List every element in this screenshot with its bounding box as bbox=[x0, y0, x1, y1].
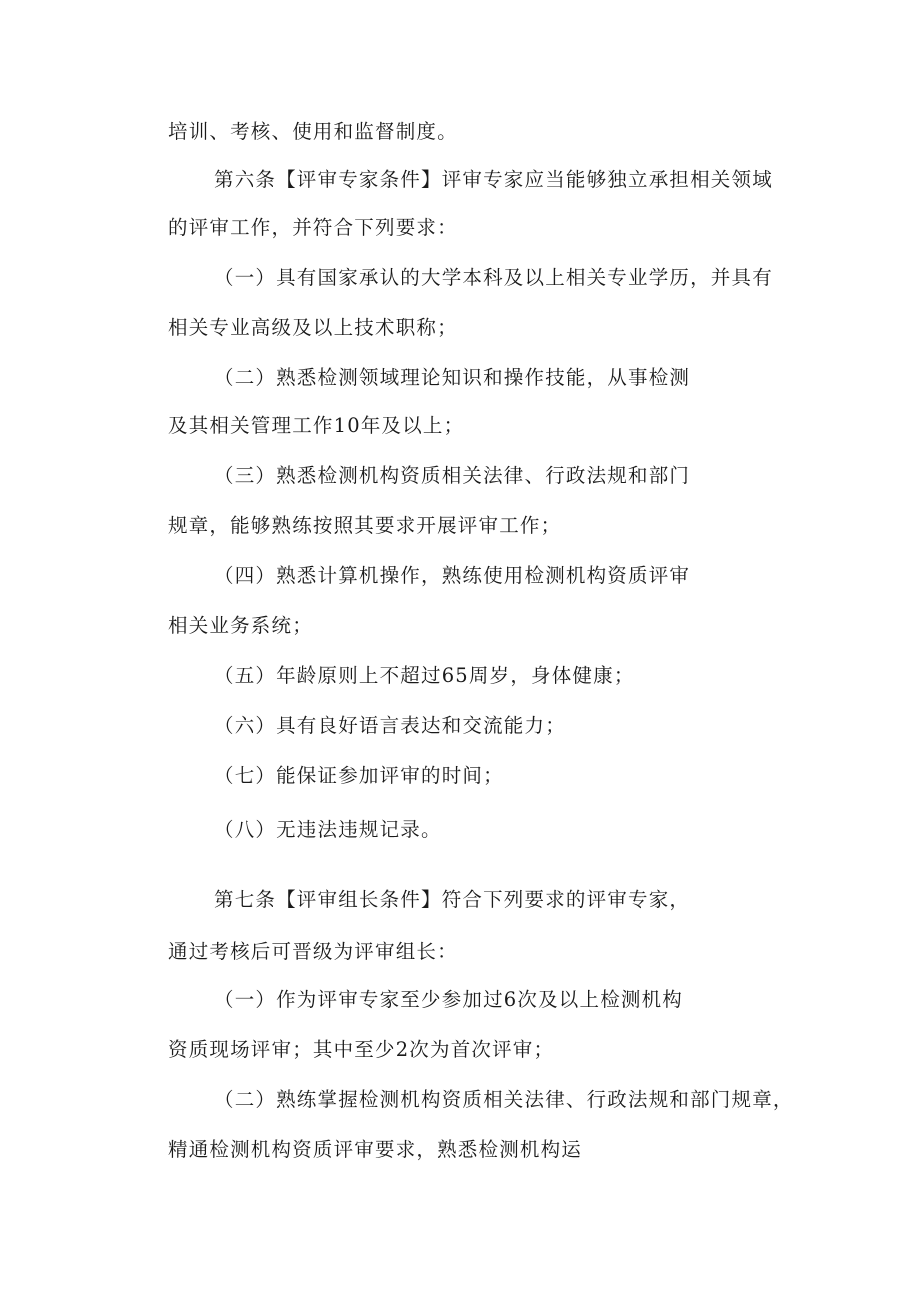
list-item-line: （六）具有良好语言表达和交流能力； bbox=[214, 714, 566, 737]
paragraph-line: 的评审工作，并符合下列要求： bbox=[168, 216, 458, 239]
paragraph-line: 培训、考核、使用和监督制度。 bbox=[168, 120, 458, 143]
list-item-line: （一）具有国家承认的大学本科及以上相关专业学历，并具有 bbox=[214, 266, 773, 289]
list-item-line: （四）熟悉计算机操作，熟练使用检测机构资质评审 bbox=[214, 564, 691, 587]
paragraph-line: 资质现场评审；其中至少2次为首次评审； bbox=[168, 1038, 555, 1061]
paragraph-line: 及其相关管理工作10年及以上； bbox=[168, 414, 465, 437]
list-item-line: （二）熟练掌握检测机构资质相关法律、行政法规和部门规章， bbox=[214, 1088, 794, 1111]
paragraph-line: 相关业务系统； bbox=[168, 614, 313, 637]
paragraph-line: 规章，能够熟练按照其要求开展评审工作； bbox=[168, 514, 562, 537]
list-item-line: （五）年龄原则上不超过65周岁，身体健康； bbox=[214, 664, 635, 687]
paragraph-line: 相关专业高级及以上技术职称； bbox=[168, 316, 458, 339]
article-7-heading-line: 第七条【评审组长条件】符合下列要求的评审专家， bbox=[214, 888, 691, 911]
article-6-heading-line: 第六条【评审专家条件】评审专家应当能够独立承担相关领域 bbox=[214, 168, 773, 191]
list-item-line: （三）熟悉检测机构资质相关法律、行政法规和部门 bbox=[214, 464, 691, 487]
list-item-line: （七）能保证参加评审的时间； bbox=[214, 764, 504, 787]
list-item-line: （二）熟悉检测领域理论知识和操作技能，从事检测 bbox=[214, 366, 691, 389]
paragraph-line: 通过考核后可晋级为评审组长： bbox=[168, 940, 458, 963]
list-item-line: （一）作为评审专家至少参加过6次及以上检测机构 bbox=[214, 988, 684, 1011]
paragraph-line: 精通检测机构资质评审要求，熟悉检测机构运 bbox=[168, 1138, 583, 1161]
list-item-line: （八）无违法违规记录。 bbox=[214, 818, 442, 841]
